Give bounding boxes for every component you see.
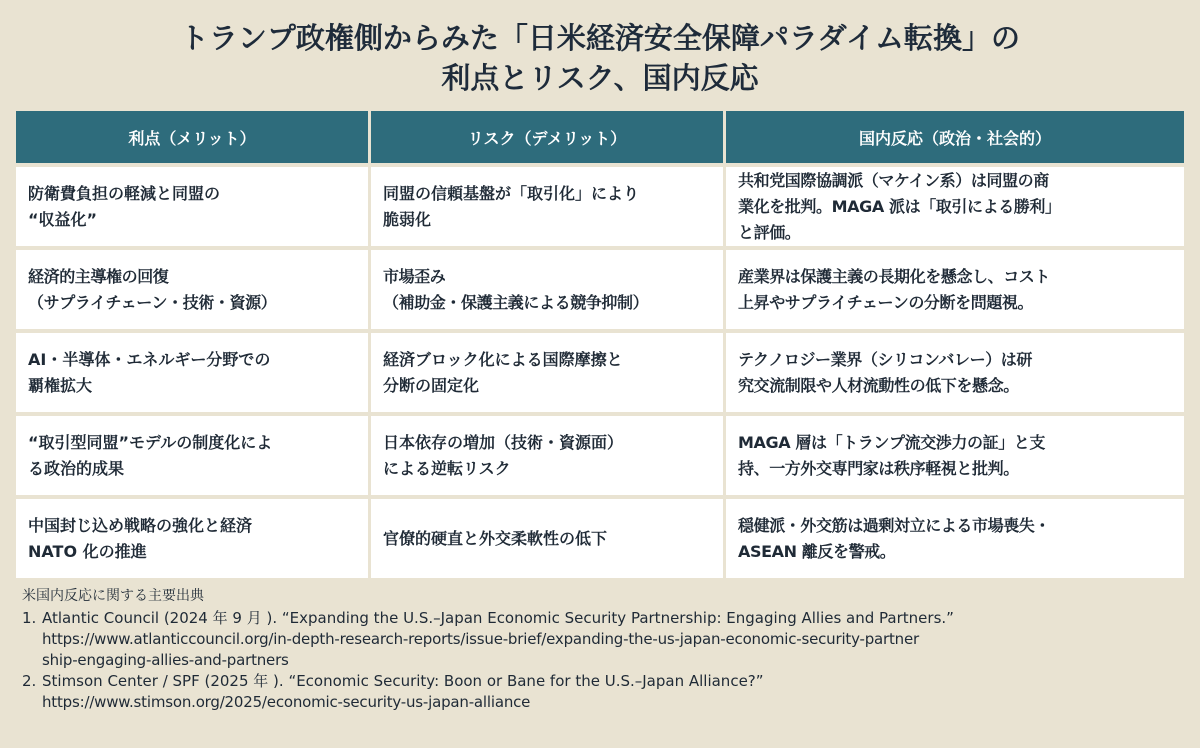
source-citation: Stimson Center / SPF (2025 年 ). “Economic Security: Boon or Bane for the U.S.–Japan Alliance?” bbox=[42, 672, 764, 690]
table-cell-risk: 日本依存の増加（技術・資源面） による逆転リスク bbox=[371, 416, 723, 495]
title-line-1: トランプ政権側からみた「日米経済安全保障パラダイム転換」の bbox=[179, 21, 1021, 55]
table-cell-merit: “取引型同盟”モデルの制度化によ る政治的成果 bbox=[16, 416, 368, 495]
title-line-2: 利点とリスク、国内反応 bbox=[441, 61, 759, 95]
source-citation: Atlantic Council (2024 年 9 月 ). “Expanding the U.S.–Japan Economic Security Partnership: Engaging Allies and Partners.” bbox=[42, 609, 954, 627]
table-cell-merit: 経済的主導権の回復 （サプライチェーン・技術・資源） bbox=[16, 250, 368, 329]
sources-heading: 米国内反応に関する主要出典 bbox=[22, 588, 204, 604]
source-number: 1. bbox=[22, 609, 37, 627]
sources-section bbox=[22, 586, 1182, 713]
column-header-risks: リスク（デメリット） bbox=[371, 111, 723, 163]
table-cell-reaction: MAGA 層は「トランプ流交渉力の証」と支 持、一方外交専門家は秩序軽視と批判。 bbox=[726, 416, 1184, 495]
table-cell-reaction: 共和党国際協調派（マケイン系）は同盟の商 業化を批判。MAGA 派は「取引による勝利」 と評価。 bbox=[726, 167, 1184, 246]
comparison-table bbox=[16, 111, 1184, 576]
column-header-merits: 利点（メリット） bbox=[16, 111, 368, 163]
table-cell-merit: 中国封じ込め戦略の強化と経済 NATO 化の推進 bbox=[16, 499, 368, 578]
source-url-link-continued[interactable]: ship-engaging-allies-and-partners bbox=[42, 651, 289, 669]
table-cell-reaction: 穏健派・外交筋は過剰対立による市場喪失・ ASEAN 離反を警戒。 bbox=[726, 499, 1184, 578]
source-url-link[interactable]: https://www.stimson.org/2025/economic-security-us-japan-alliance bbox=[42, 693, 531, 711]
table-cell-risk: 市場歪み （補助金・保護主義による競争抑制） bbox=[371, 250, 723, 329]
column-header-domestic-reaction: 国内反応（政治・社会的） bbox=[726, 111, 1184, 163]
table-cell-risk: 官僚的硬直と外交柔軟性の低下 bbox=[371, 499, 723, 578]
table-cell-reaction: テクノロジー業界（シリコンバレー）は研 究交流制限や人材流動性の低下を懸念。 bbox=[726, 333, 1184, 412]
table-cell-risk: 同盟の信頼基盤が「取引化」により 脆弱化 bbox=[371, 167, 723, 246]
table-cell-reaction: 産業界は保護主義の長期化を懸念し、コスト 上昇やサプライチェーンの分断を問題視。 bbox=[726, 250, 1184, 329]
table-cell-risk: 経済ブロック化による国際摩擦と 分断の固定化 bbox=[371, 333, 723, 412]
source-number: 2. bbox=[22, 672, 37, 690]
source-entry bbox=[22, 671, 1182, 713]
table-cell-merit: AI・半導体・エネルギー分野での 覇権拡大 bbox=[16, 333, 368, 412]
source-entry bbox=[22, 608, 1182, 671]
page-title bbox=[0, 18, 1200, 98]
source-url-link[interactable]: https://www.atlanticcouncil.org/in-depth-research-reports/issue-brief/expanding-the-us-japan-economic-security-partner bbox=[42, 630, 919, 648]
table-cell-merit: 防衛費負担の軽減と同盟の “収益化” bbox=[16, 167, 368, 246]
